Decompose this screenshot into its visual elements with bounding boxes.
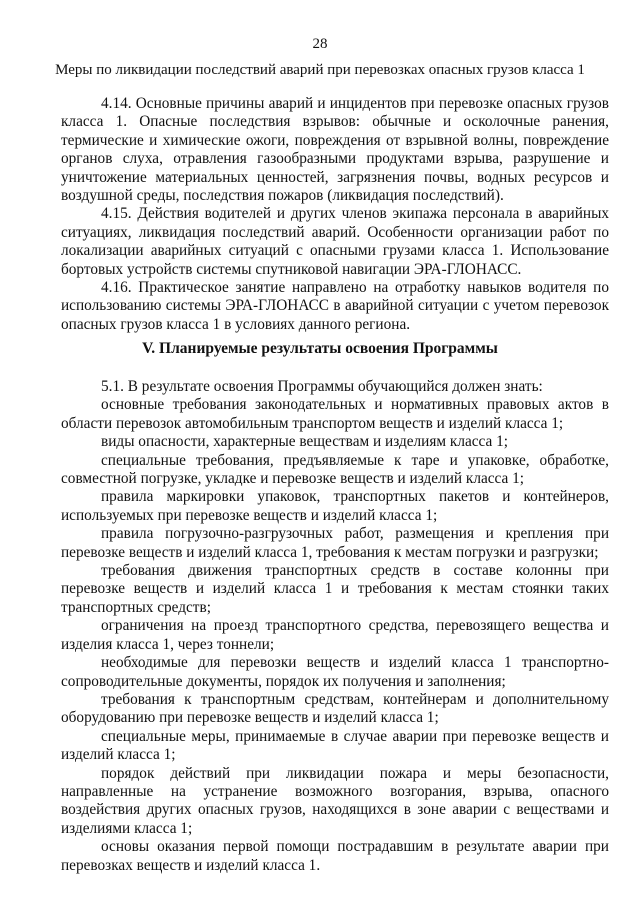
list-item: порядок действий при ликвидации пожара и меры безопасности, направленные на устранение возможного возгорания, взрыва, опасного воздействия других опасных грузов, находящихся в зоне аварии с веществами и изделиями класса 1;	[61, 764, 609, 837]
paragraph-4-16: 4.16. Практическое занятие направлено на отработку навыков водителя по использованию системы ЭРА-ГЛОНАСС в аварийной ситуации с учетом перевозок опасных грузов класса 1 в условиях данного региона.	[61, 279, 609, 333]
list-item: основы оказания первой помощи пострадавшим в результате аварии при перевозках веществ и изделий класса 1.	[61, 838, 609, 874]
list-item: правила погрузочно-разгрузочных работ, размещения и крепления при перевозке веществ и изделий класса 1, требования к местам погрузки и разгрузки;	[61, 525, 609, 561]
list-item: основные требования законодательных и нормативных правовых актов в области перевозок автомобильным транспортом веществ и изделий класса 1;	[61, 396, 609, 432]
list-item: ограничения на проезд транспортного средства, перевозящего вещества и изделия класса 1, через тоннели;	[61, 617, 609, 653]
paragraph-4-14: 4.14. Основные причины аварий и инцидентов при перевозке опасных грузов класса 1. Опасные последствия взрывов: обычные и осколочные ранения, термические и химические ожоги, повреждения от взрывной волны, повреждение органов слуха, отравления газообразными продуктами взрыва, разрушение и уничтожение материальных ценностей, загрязнения почвы, водных ресурсов и воздушной среды, последствия пожаров (ликвидация последствий).	[61, 95, 609, 205]
page-number: 28	[312, 36, 328, 52]
running-head: Меры по ликвидации последствий аварий при перевозках опасных грузов класса 1	[55, 62, 585, 78]
list-item: требования движения транспортных средств в составе колонны при перевозке веществ и изделий класса 1 и требования к местам стоянки таких транспортных средств;	[61, 562, 609, 616]
body-section-4	[61, 95, 609, 334]
list-item: требования к транспортным средствам, контейнерам и дополнительному оборудованию при перевозке веществ и изделий класса 1;	[61, 690, 609, 727]
list-item: специальные меры, принимаемые в случае аварии при перевозке веществ и изделий класса 1;	[61, 727, 609, 764]
paragraph-4-15: 4.15. Действия водителей и других членов экипажа персонала в аварийных ситуациях, ликвидация последствий аварий. Особенности организации работ по локализации аварийных ситуаций с опасными грузами класса 1. Использование бортовых устройств системы спутниковой навигации ЭРА-ГЛОНАСС.	[61, 205, 609, 278]
list-item: виды опасности, характерные веществам и изделиям класса 1;	[101, 433, 509, 451]
list-item: необходимые для перевозки веществ и изделий класса 1 транспортно-сопроводительные документы, порядок их получения и заполнения;	[61, 654, 609, 690]
section-heading: V. Планируемые результаты освоения Программы	[142, 340, 498, 357]
list-item: специальные требования, предъявляемые к таре и упаковке, обработке, совместной погрузке, укладке и перевозке веществ и изделий класса 1;	[61, 451, 609, 488]
paragraph-5-1: 5.1. В результате освоения Программы обучающийся должен знать:	[101, 378, 543, 395]
body-section-5	[61, 378, 609, 875]
list-item: правила маркировки упаковок, транспортных пакетов и контейнеров, используемых при перевозке веществ и изделий класса 1;	[61, 488, 609, 524]
